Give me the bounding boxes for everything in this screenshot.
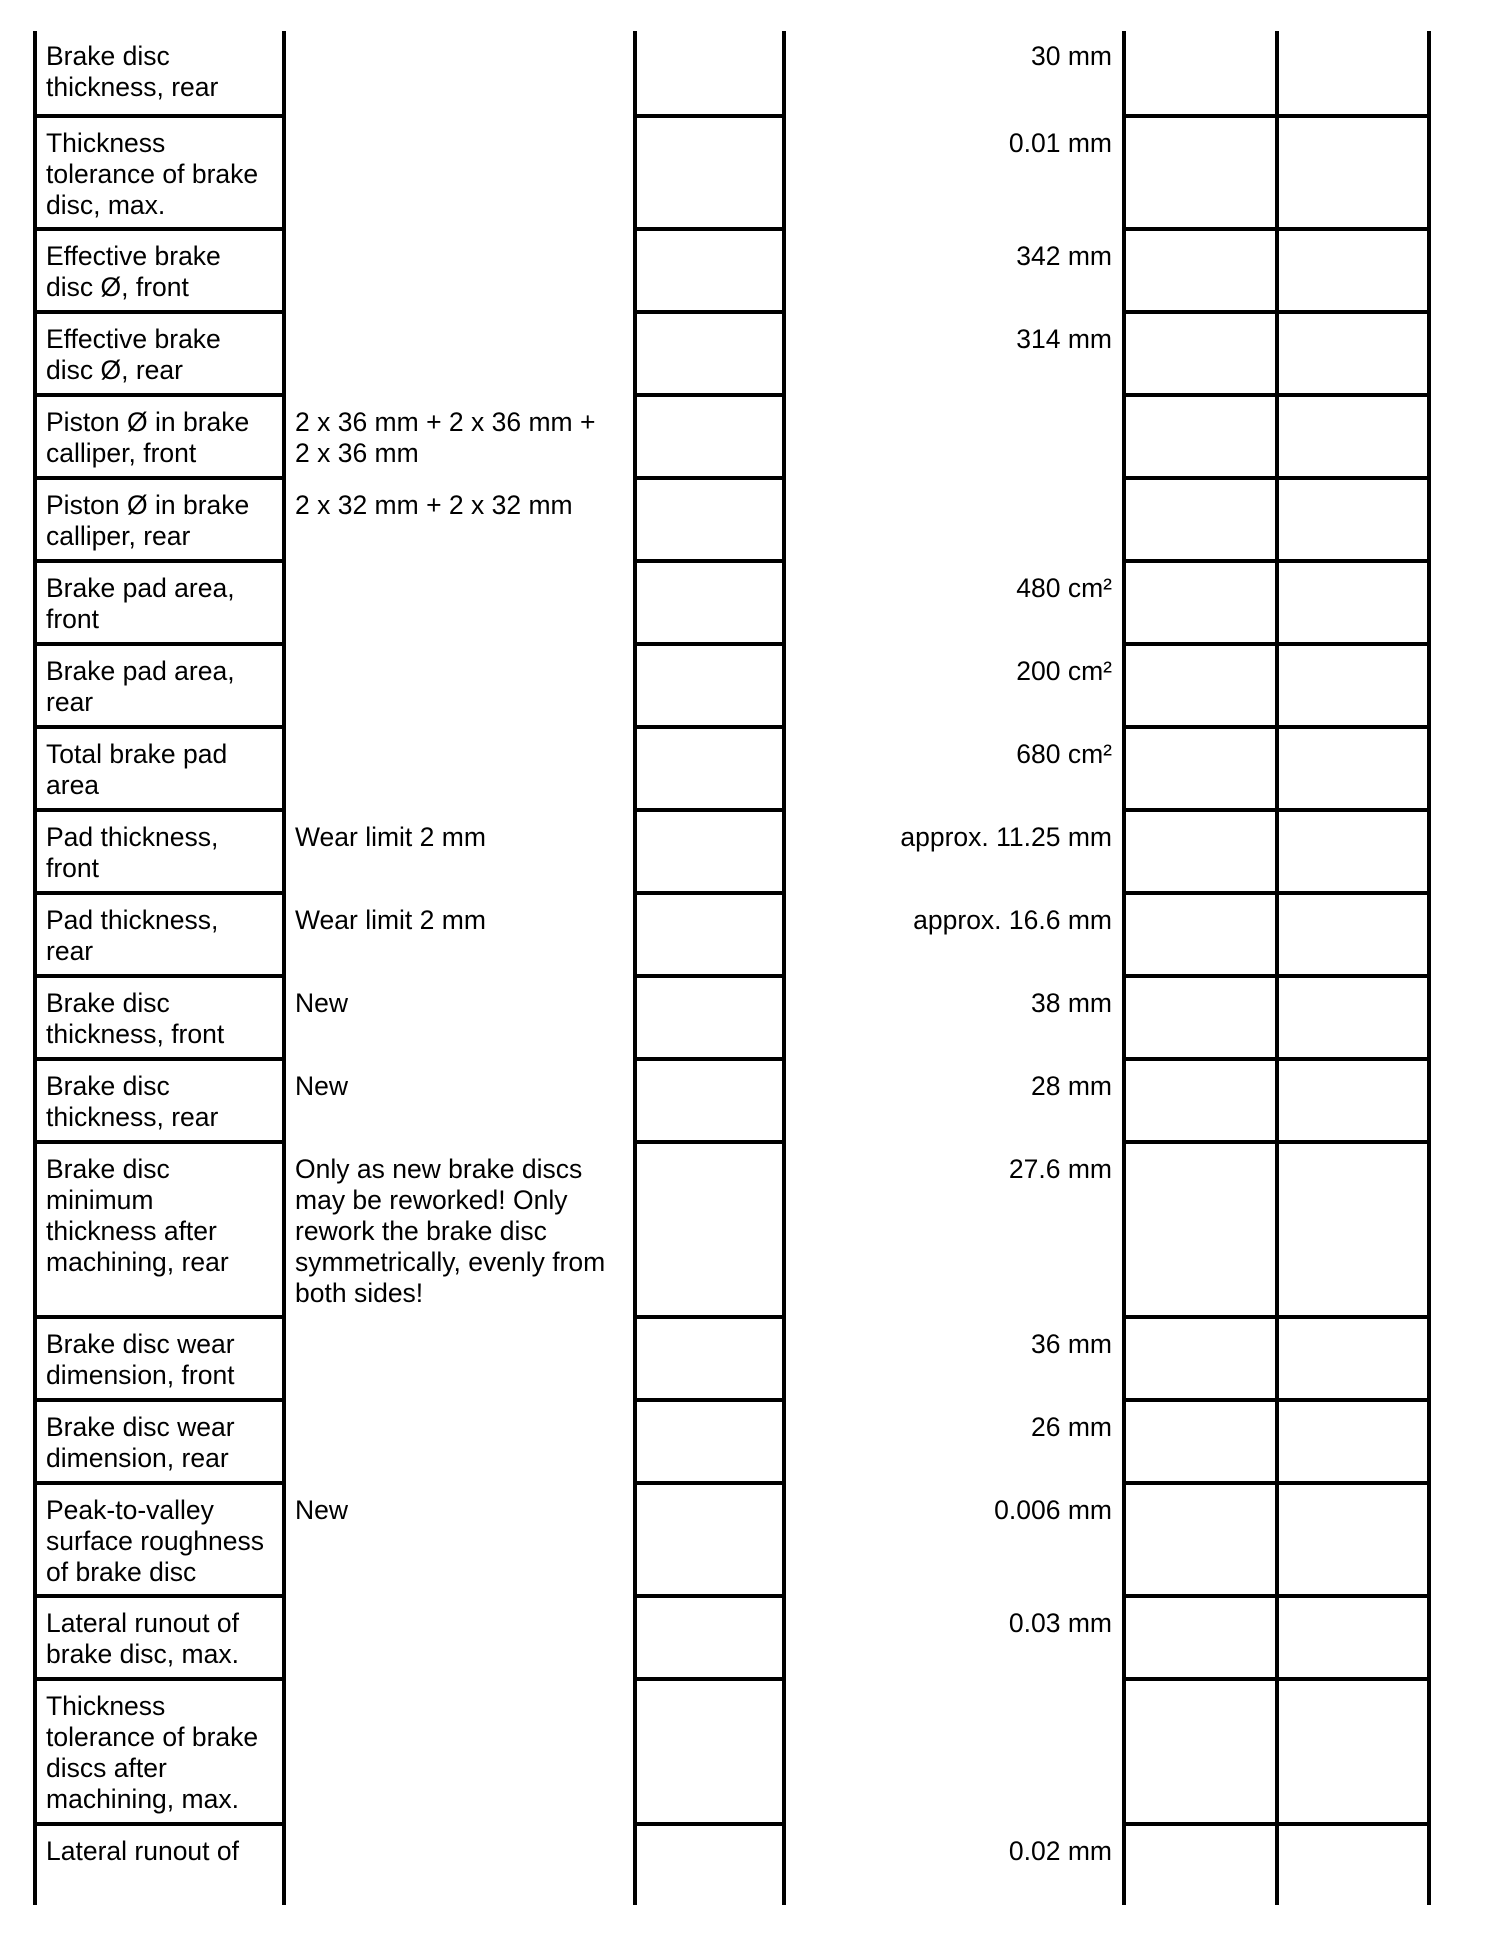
spec-label: Brake disc wear dimension, front [46,1329,235,1390]
row-separator [33,393,286,397]
spec-label: Piston Ø in brake calliper, rear [46,490,250,551]
row-separator [33,725,286,729]
spec-label: Piston Ø in brake calliper, front [46,407,250,468]
spec-note: Wear limit 2 mm [295,905,486,935]
row-separator [633,642,786,646]
spec-value: approx. 16.6 mm [913,905,1112,935]
row-separator [1122,1481,1431,1485]
spec-label: Brake disc wear dimension, rear [46,1412,235,1473]
row-separator [1122,114,1431,118]
row-separator [633,1677,786,1681]
row-separator [633,725,786,729]
row-separator [33,1822,286,1826]
spec-note: New [295,1495,349,1525]
spec-label: Total brake pad area [46,739,228,800]
spec-note: New [295,988,349,1018]
row-separator [1122,393,1431,397]
spec-value: 342 mm [1016,241,1112,271]
row-separator [33,1481,286,1485]
row-separator [33,227,286,231]
row-separator [1122,642,1431,646]
row-separator [33,1315,286,1319]
row-separator [1122,725,1431,729]
spec-value: 0.01 mm [1008,128,1112,158]
row-separator [33,559,286,563]
row-separator [633,1140,786,1144]
spec-value: 0.006 mm [994,1495,1112,1525]
spec-label: Brake disc thickness, rear [46,1071,219,1132]
row-separator [1122,891,1431,895]
spec-note: Only as new brake discs may be reworked! Only rework the brake disc symmetrically, evenly from both sides! [295,1154,606,1308]
row-separator [633,1398,786,1402]
spec-value: 28 mm [1031,1071,1112,1101]
spec-label: Brake disc thickness, rear [46,41,219,102]
row-separator [33,310,286,314]
spec-value: 38 mm [1031,988,1112,1018]
row-separator [633,476,786,480]
spec-label: Pad thickness, rear [46,905,219,966]
spec-note: 2 x 32 mm + 2 x 32 mm [295,490,573,520]
row-separator [633,1057,786,1061]
row-separator [633,559,786,563]
row-separator [633,808,786,812]
row-separator [33,1057,286,1061]
spec-value: 0.02 mm [1008,1836,1112,1866]
row-separator [33,1677,286,1681]
spec-value: 30 mm [1031,41,1112,71]
spec-value: 200 cm² [1016,656,1112,686]
row-separator [633,1481,786,1485]
row-separator [633,1822,786,1826]
row-separator [1122,476,1431,480]
row-separator [633,310,786,314]
row-separator [1122,1057,1431,1061]
row-separator [1122,227,1431,231]
spec-value: 480 cm² [1016,573,1112,603]
spec-value: 36 mm [1031,1329,1112,1359]
row-separator [1122,808,1431,812]
spec-label: Brake disc minimum thickness after machining, rear [46,1154,229,1277]
row-separator [633,891,786,895]
row-separator [33,114,286,118]
spec-label: Thickness tolerance of brake disc, max. [46,128,259,220]
row-separator [33,1398,286,1402]
row-separator [633,1315,786,1319]
row-separator [633,974,786,978]
spec-label: Lateral runout of [46,1836,239,1866]
spec-value: 314 mm [1016,324,1112,354]
spec-value: 680 cm² [1016,739,1112,769]
spec-label: Lateral runout of brake disc, max. [46,1608,239,1669]
row-separator [633,227,786,231]
row-separator [633,393,786,397]
row-separator [1122,974,1431,978]
spec-label: Effective brake disc Ø, rear [46,324,221,385]
spec-note: Wear limit 2 mm [295,822,486,852]
row-separator [1122,1594,1431,1598]
row-separator [1122,1140,1431,1144]
row-separator [1122,1315,1431,1319]
row-separator [33,1594,286,1598]
spec-note: New [295,1071,349,1101]
row-separator [633,114,786,118]
spec-label: Pad thickness, front [46,822,219,883]
spec-value: 27.6 mm [1008,1154,1112,1184]
row-separator [33,1140,286,1144]
row-separator [33,642,286,646]
row-separator [633,1594,786,1598]
spec-note: 2 x 36 mm + 2 x 36 mm + 2 x 36 mm [295,407,596,468]
spec-label: Brake pad area, front [46,573,235,634]
spec-label: Brake pad area, rear [46,656,235,717]
row-separator [33,808,286,812]
row-separator [1122,1398,1431,1402]
spec-value: 0.03 mm [1008,1608,1112,1638]
row-separator [33,891,286,895]
spec-label: Effective brake disc Ø, front [46,241,221,302]
spec-value: approx. 11.25 mm [900,822,1112,852]
spec-label: Peak-to-valley surface roughness of brake disc [46,1495,265,1587]
row-separator [33,476,286,480]
row-separator [1122,1822,1431,1826]
spec-label: Thickness tolerance of brake discs after machining, max. [46,1691,259,1814]
row-separator [1122,310,1431,314]
row-separator [1122,1677,1431,1681]
spec-value: 26 mm [1031,1412,1112,1442]
row-separator [33,974,286,978]
row-separator [1122,559,1431,563]
spec-label: Brake disc thickness, front [46,988,225,1049]
